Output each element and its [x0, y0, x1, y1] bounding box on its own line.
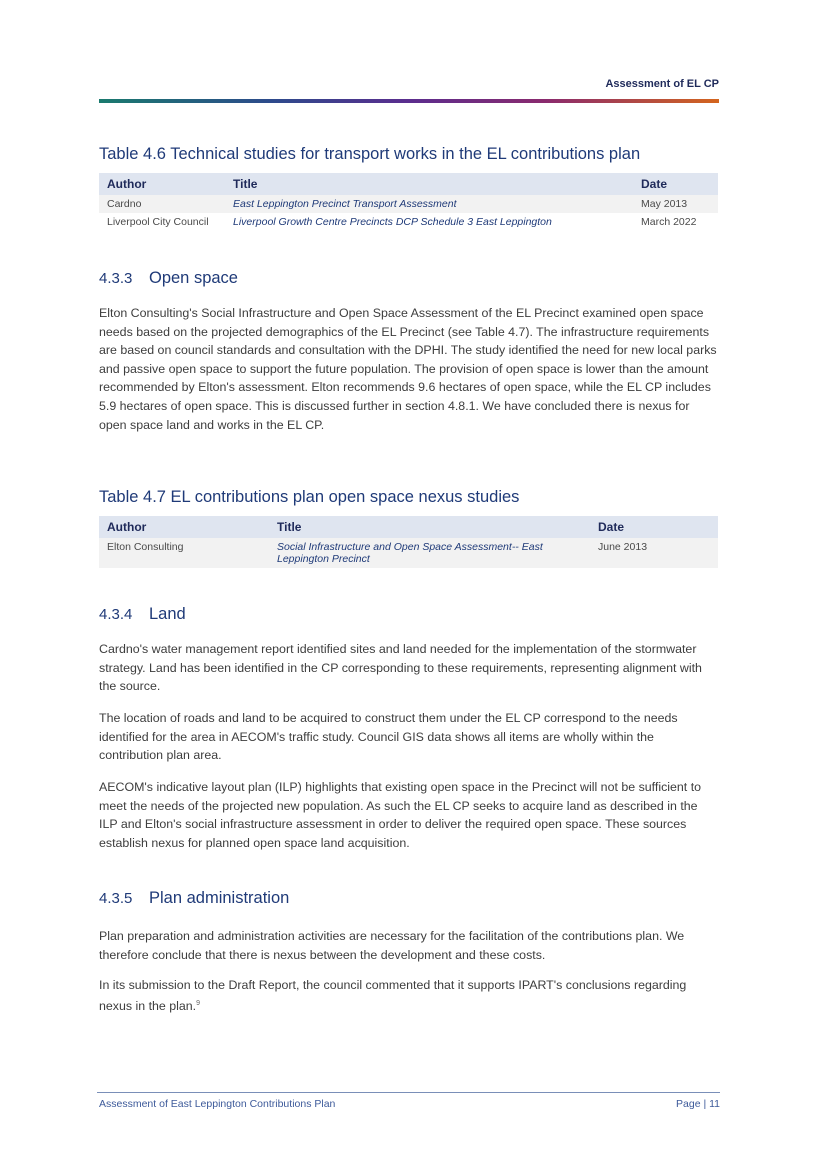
cell-author: Cardno: [99, 195, 225, 213]
cell-date: May 2013: [633, 195, 718, 213]
paragraph-text: In its submission to the Draft Report, the council commented that it supports IPART's conclusions regarding nexus in the plan.: [99, 978, 687, 1013]
section-heading-4-3-3: [99, 269, 238, 288]
cell-author: Liverpool City Council: [107, 216, 209, 228]
paragraph: [99, 976, 719, 1015]
header-gradient-bar: [99, 99, 719, 103]
column-header-author: Author: [99, 173, 225, 195]
table-4-6-title: Table 4.6 Technical studies for transport works in the EL contributions plan: [99, 145, 641, 163]
section-number: 4.3.5: [99, 890, 133, 907]
table-row: [99, 213, 718, 231]
section-heading-4-3-4: [99, 605, 186, 624]
table-4-7-title: Table 4.7 EL contributions plan open space nexus studies: [99, 488, 520, 506]
cell-title: Social Infrastructure and Open Space Assessment-- East Leppington Precinct: [269, 538, 590, 568]
paragraph: Cardno's water management report identified sites and land needed for the implementation of the stormwater strategy. Land has been identified in the CP corresponding to these requirements, representing alignment with the source.: [99, 642, 702, 694]
paragraph: The location of roads and land to be acquired to construct them under the EL CP correspond to the needs identified for the area in AECOM's traffic study. Council GIS data shows all items are wholly within the contribution plan area.: [99, 711, 678, 763]
table-header-row: [99, 516, 718, 538]
paragraph: Plan preparation and administration activities are necessary for the facilitation of the contributions plan. We therefore conclude that there is nexus between the development and these costs.: [99, 929, 685, 962]
cell-date: June 2013: [590, 538, 718, 568]
section-title: Land: [149, 605, 186, 623]
paragraph: AECOM's indicative layout plan (ILP) highlights that existing open space in the Precinct will not be sufficient to meet the needs of the projected new population. As such the EL CP seeks to acquire land as described in the ILP and Elton's social infrastructure assessment in order to deliver the required open space. These sources establish nexus for planned open space land acquisition.: [99, 780, 702, 850]
cell-title: East Leppington Precinct Transport Assessment: [225, 195, 633, 213]
section-number: 4.3.3: [99, 270, 133, 287]
section-title: Plan administration: [149, 889, 290, 907]
footer-divider: [97, 1092, 720, 1093]
table-4-6: [99, 173, 718, 231]
cell-date: March 2022: [641, 216, 697, 228]
column-header-date: Date: [590, 516, 718, 538]
section-heading-4-3-5: [99, 889, 289, 908]
paragraph: Elton Consulting's Social Infrastructure and Open Space Assessment of the EL Precinct examined open space needs based on the projected demographics of the EL Precinct (see Table 4.7). The infrastructure requirements are based on council standards and consultation with the DPHI. The study identified the need for new local parks and passive open space to support the future population. The provision of open space is lower than the amount recommended by Elton's assessment. Elton recommends 9.6 hectares of open space, while the EL CP includes 5.9 hectares of open space. This is discussed further in section 4.8.1. We have concluded there is nexus for open space land and works in the EL CP.: [99, 306, 717, 432]
footer-page-number: Page | 11: [676, 1098, 720, 1110]
table-row: [99, 538, 718, 568]
column-header-title: Title: [269, 516, 590, 538]
column-header-date: Date: [633, 173, 718, 195]
cell-title: Liverpool Growth Centre Precincts DCP Schedule 3 East Leppington: [233, 216, 552, 228]
column-header-author: Author: [99, 516, 269, 538]
section-number: 4.3.4: [99, 606, 133, 623]
section-title: Open space: [149, 269, 238, 287]
table-row: [99, 195, 718, 213]
running-header: Assessment of EL CP: [605, 78, 719, 90]
table-header-row: [99, 173, 718, 195]
footer-document-title: Assessment of East Leppington Contributions Plan: [99, 1098, 336, 1110]
footnote-reference[interactable]: 9: [196, 999, 201, 1007]
column-header-title: Title: [225, 173, 633, 195]
table-4-7: [99, 516, 718, 568]
cell-author: Elton Consulting: [99, 538, 269, 568]
